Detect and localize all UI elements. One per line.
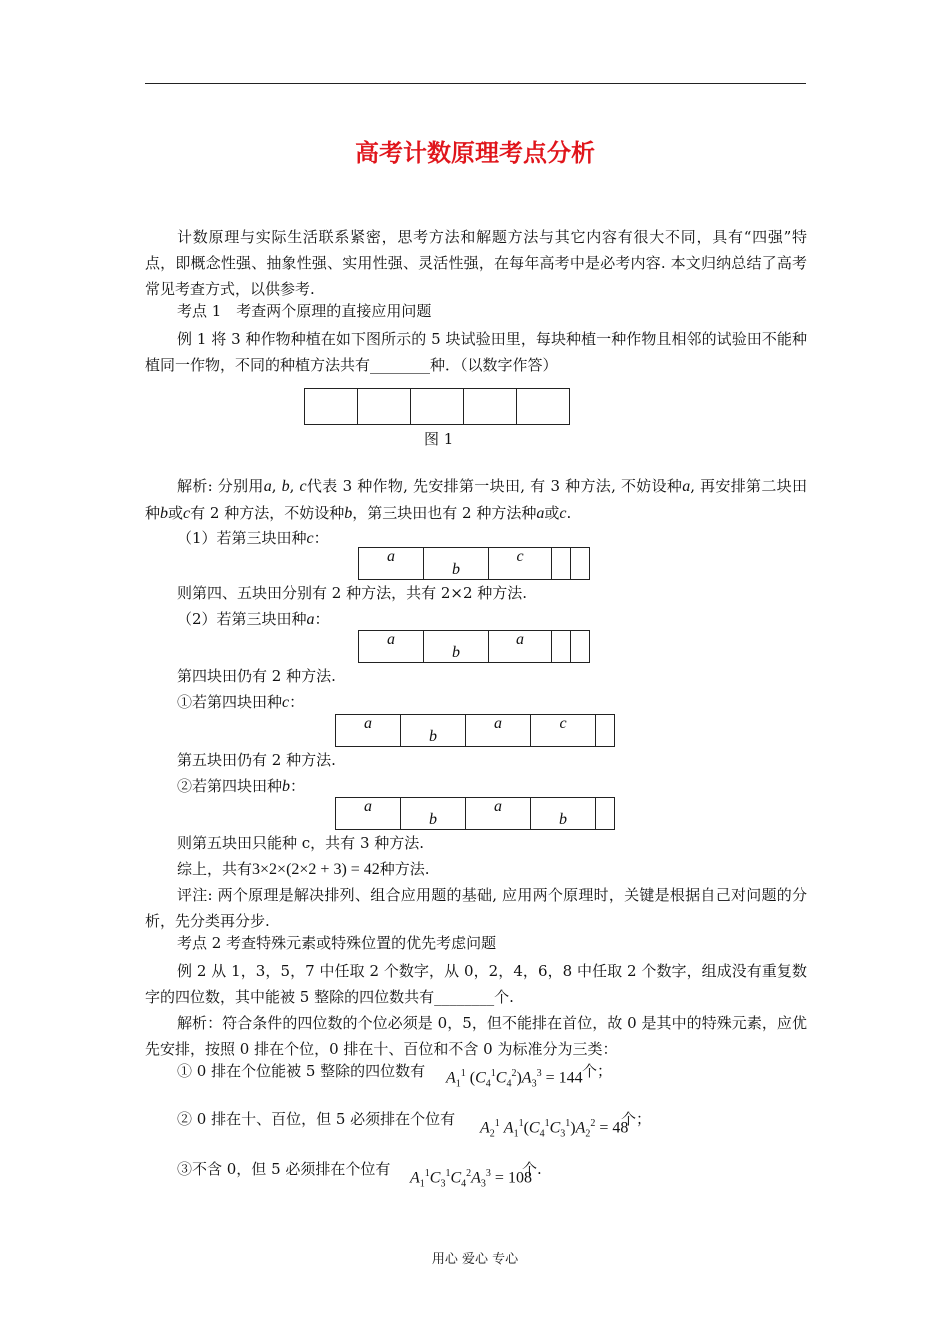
field-cell — [552, 548, 571, 580]
field-cell — [571, 631, 590, 663]
field-cell: b — [401, 798, 466, 830]
example1 — [145, 326, 807, 378]
header-rule — [145, 83, 806, 84]
field-cell — [596, 798, 615, 830]
field-cell: a — [359, 548, 424, 580]
class2-end: 个； — [621, 1110, 652, 1128]
kaodian1-heading: 考点 1 考查两个原理的直接应用问题 — [177, 302, 432, 320]
example1-text: 例 1 将 3 种作物种植在如下图所示的 5 块试验田里，每块种植一种作物且相邻的试验田不能种植同一作物，不同的种植方法共有 — [145, 330, 807, 374]
case1-result: 则第四、五块田分别有 2 种方法，共有 2×2 种方法. — [177, 584, 528, 602]
case2-result: 第四块田仍有 2 种方法. — [177, 667, 336, 685]
field-cell — [411, 389, 464, 425]
field-cell — [552, 631, 571, 663]
field-cell: a — [489, 631, 552, 663]
field-cell: a — [466, 798, 531, 830]
class1-end: 个； — [582, 1062, 613, 1080]
class2-text: ② 0 排在十、百位，但 5 必须排在个位有 — [177, 1110, 456, 1128]
kaodian2-heading: 考点 2 考查特殊元素或特殊位置的优先考虑问题 — [177, 934, 497, 952]
field-cell: a — [466, 715, 531, 747]
solution2: 解析：符合条件的四位数的个位必须是 0，5，但不能排在首位，故 0 是其中的特殊元素，应优先安排，按照 0 排在个位，0 排在十、百位和不含 0 为标准分为三类： — [145, 1014, 807, 1058]
sub2-grid — [335, 797, 615, 830]
intro-paragraph: 计数原理与实际生活联系紧密，思考方法和解题方法与其它内容有很大不同，具有“四强”特点，即概念性强、抽象性强、实用性强、灵活性强，在每年高考中是必考内容. 本文归纳总结了高考常见考查方式，以供参考. — [145, 228, 807, 298]
solution1: 解析: 分别用a, b, c代表 3 种作物, 先安排第一块田, 有 3 种方法, 不妨设种a, 再安排第二块田种b或c有 2 种方法，不妨设种b，第三块田也有 2 种方法种a或c. — [145, 477, 807, 522]
field-cell — [358, 389, 411, 425]
example2: 例 2 从 1，3，5，7 中任取 2 个数字，从 0，2，4，6，8 中任取 2 个数字，组成没有重复数字的四位数，其中能被 5 整除的四位数共有________个. — [145, 962, 807, 1006]
case2-label: （2）若第三块田种a： — [177, 610, 330, 628]
case1-grid — [358, 547, 590, 580]
sub1-label: ①若第四块田种c： — [177, 693, 305, 711]
class3-end: 个. — [522, 1160, 542, 1178]
class3-text: ③不含 0，但 5 必须排在个位有 — [177, 1160, 391, 1178]
field-cell — [464, 389, 517, 425]
figure1-caption: 图 1 — [424, 430, 454, 448]
case1-label: （1）若第三块田种c： — [177, 529, 329, 547]
example1-blank: ________ — [370, 356, 431, 374]
figure1-grid — [304, 388, 570, 425]
field-cell — [517, 389, 570, 425]
field-cell — [596, 715, 615, 747]
example1-text-end: 种．（以数字作答） — [430, 356, 558, 374]
comment: 评注: 两个原理是解决排列、组合应用题的基础, 应用两个原理时，关键是根据自己对问题的分析，先分类再分步. — [145, 886, 807, 930]
case2-grid — [358, 630, 590, 663]
field-cell: c — [489, 548, 552, 580]
class1-text: ① 0 排在个位能被 5 整除的四位数有 — [177, 1062, 426, 1080]
summary-formula: 3×2×(2×2 + 3) = 42 — [252, 861, 380, 878]
class1-formula: $A_1^1$ $(C_4^1C_4^2)A_3^3 = 144$ — [446, 1068, 583, 1090]
summary: 综上，共有3×2×(2×2 + 3) = 42种方法. — [177, 860, 430, 878]
page-title: 高考计数原理考点分析 — [355, 139, 595, 167]
field-cell: b — [401, 715, 466, 747]
sub1-result: 第五块田仍有 2 种方法. — [177, 751, 336, 769]
field-cell: c — [531, 715, 596, 747]
sub2-result: 则第五块田只能种 c，共有 3 种方法. — [177, 834, 425, 852]
field-cell: b — [531, 798, 596, 830]
field-cell: a — [336, 715, 401, 747]
field-cell: b — [424, 548, 489, 580]
field-cell — [571, 548, 590, 580]
page-footer: 用心 爱心 专心 — [431, 1252, 519, 1267]
field-cell: b — [424, 631, 489, 663]
sub1-grid — [335, 714, 615, 747]
field-cell: a — [359, 631, 424, 663]
field-cell — [305, 389, 358, 425]
class2-formula: $A_2^1$ $A_1^1(C_4^1C_3^1)A_2^2 = 48$ — [480, 1118, 629, 1140]
example2-blank: ________ — [434, 988, 495, 1006]
sub2-label: ②若第四块田种b： — [177, 777, 306, 795]
class3-formula: $A_1^1C_3^1C_4^2A_3^3 = 108$ — [410, 1168, 532, 1190]
field-cell: a — [336, 798, 401, 830]
